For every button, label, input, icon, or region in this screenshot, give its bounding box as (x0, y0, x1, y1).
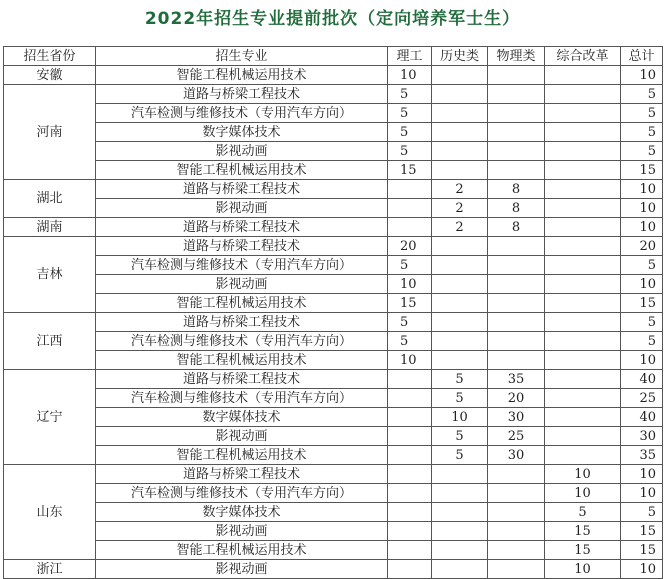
comprehensive-cell: 15 (545, 522, 621, 541)
page-title: 2022年招生专业提前批次（定向培养军士生） (144, 9, 521, 29)
like-cell: 5 (388, 85, 432, 104)
total-cell: 10 (621, 180, 663, 199)
table-row (4, 294, 663, 313)
province-cell: 浙江 (4, 560, 96, 579)
like-cell: 15 (388, 161, 432, 180)
comprehensive-cell (545, 180, 621, 199)
total-cell: 15 (621, 522, 663, 541)
table-row (4, 123, 663, 142)
like-cell: 10 (388, 275, 432, 294)
comprehensive-cell (545, 237, 621, 256)
physics-cell (488, 351, 545, 370)
total-cell: 15 (621, 541, 663, 560)
province-cell: 辽宁 (4, 370, 96, 465)
physics-cell (488, 522, 545, 541)
total-cell: 5 (621, 503, 663, 522)
major-cell: 汽车检测与维修技术（专用汽车方向） (96, 256, 388, 275)
like-cell: 10 (388, 66, 432, 85)
history-cell (432, 85, 488, 104)
province-cell: 湖南 (4, 218, 96, 237)
comprehensive-cell (545, 389, 621, 408)
like-cell (388, 408, 432, 427)
table-row (4, 161, 663, 180)
major-cell: 智能工程机械运用技术 (96, 294, 388, 313)
table-row (4, 180, 663, 199)
comprehensive-cell (545, 332, 621, 351)
like-cell: 5 (388, 142, 432, 161)
comprehensive-cell (545, 123, 621, 142)
physics-cell (488, 541, 545, 560)
major-cell: 汽车检测与维修技术（专用汽车方向） (96, 104, 388, 123)
physics-cell (488, 161, 545, 180)
physics-cell (488, 104, 545, 123)
history-cell (432, 351, 488, 370)
history-cell (432, 123, 488, 142)
physics-cell (488, 332, 545, 351)
table-row (4, 408, 663, 427)
comprehensive-cell (545, 66, 621, 85)
physics-cell (488, 142, 545, 161)
header-comprehensive: 综合改革 (545, 47, 621, 66)
like-cell: 5 (388, 123, 432, 142)
comprehensive-cell (545, 85, 621, 104)
total-cell: 10 (621, 66, 663, 85)
history-cell: 5 (432, 370, 488, 389)
total-cell: 15 (621, 161, 663, 180)
like-cell (388, 199, 432, 218)
major-cell: 道路与桥梁工程技术 (96, 85, 388, 104)
like-cell: 15 (388, 294, 432, 313)
total-cell: 10 (621, 465, 663, 484)
total-cell: 5 (621, 313, 663, 332)
history-cell (432, 275, 488, 294)
table-row (4, 389, 663, 408)
comprehensive-cell (545, 351, 621, 370)
history-cell (432, 465, 488, 484)
physics-cell (488, 66, 545, 85)
physics-cell: 20 (488, 389, 545, 408)
comprehensive-cell: 15 (545, 541, 621, 560)
physics-cell: 30 (488, 408, 545, 427)
like-cell: 5 (388, 104, 432, 123)
history-cell (432, 142, 488, 161)
province-cell: 安徽 (4, 66, 96, 85)
physics-cell (488, 275, 545, 294)
major-cell: 影视动画 (96, 522, 388, 541)
comprehensive-cell (545, 218, 621, 237)
major-cell: 智能工程机械运用技术 (96, 351, 388, 370)
major-cell: 影视动画 (96, 427, 388, 446)
header-total: 总计 (621, 47, 663, 66)
table-row (4, 256, 663, 275)
table-row (4, 199, 663, 218)
major-cell: 影视动画 (96, 142, 388, 161)
total-cell: 20 (621, 237, 663, 256)
physics-cell (488, 294, 545, 313)
table-row (4, 332, 663, 351)
comprehensive-cell: 10 (545, 484, 621, 503)
table-row (4, 465, 663, 484)
history-cell: 5 (432, 446, 488, 465)
major-cell: 数字媒体技术 (96, 503, 388, 522)
history-cell (432, 66, 488, 85)
header-major: 招生专业 (96, 47, 388, 66)
physics-cell (488, 237, 545, 256)
like-cell: 20 (388, 237, 432, 256)
table-row (4, 541, 663, 560)
major-cell: 数字媒体技术 (96, 408, 388, 427)
major-cell: 汽车检测与维修技术（专用汽车方向） (96, 389, 388, 408)
history-cell (432, 503, 488, 522)
comprehensive-cell (545, 408, 621, 427)
like-cell (388, 503, 432, 522)
like-cell (388, 522, 432, 541)
physics-cell (488, 465, 545, 484)
table-row (4, 104, 663, 123)
history-cell (432, 256, 488, 275)
physics-cell (488, 256, 545, 275)
like-cell (388, 465, 432, 484)
total-cell: 10 (621, 218, 663, 237)
major-cell: 智能工程机械运用技术 (96, 541, 388, 560)
history-cell: 5 (432, 389, 488, 408)
comprehensive-cell: 10 (545, 560, 621, 579)
history-cell (432, 522, 488, 541)
comprehensive-cell (545, 161, 621, 180)
history-cell (432, 294, 488, 313)
major-cell: 智能工程机械运用技术 (96, 161, 388, 180)
physics-cell: 8 (488, 218, 545, 237)
comprehensive-cell (545, 256, 621, 275)
total-cell: 5 (621, 104, 663, 123)
like-cell (388, 427, 432, 446)
major-cell: 道路与桥梁工程技术 (96, 313, 388, 332)
history-cell (432, 541, 488, 560)
header-province: 招生省份 (4, 47, 96, 66)
like-cell: 5 (388, 332, 432, 351)
total-cell: 35 (621, 446, 663, 465)
total-cell: 5 (621, 85, 663, 104)
like-cell (388, 180, 432, 199)
table-row (4, 237, 663, 256)
total-cell: 40 (621, 408, 663, 427)
physics-cell: 25 (488, 427, 545, 446)
major-cell: 道路与桥梁工程技术 (96, 465, 388, 484)
history-cell: 2 (432, 218, 488, 237)
major-cell: 汽车检测与维修技术（专用汽车方向） (96, 332, 388, 351)
table-row (4, 66, 663, 85)
total-cell: 5 (621, 256, 663, 275)
major-cell: 道路与桥梁工程技术 (96, 370, 388, 389)
major-cell: 影视动画 (96, 275, 388, 294)
table-body (4, 66, 663, 579)
history-cell: 2 (432, 180, 488, 199)
province-cell: 江西 (4, 313, 96, 370)
total-cell: 10 (621, 560, 663, 579)
like-cell (388, 370, 432, 389)
total-cell: 5 (621, 142, 663, 161)
major-cell: 汽车检测与维修技术（专用汽车方向） (96, 484, 388, 503)
like-cell: 5 (388, 313, 432, 332)
total-cell: 40 (621, 370, 663, 389)
table-row (4, 427, 663, 446)
like-cell (388, 389, 432, 408)
history-cell: 10 (432, 408, 488, 427)
major-cell: 智能工程机械运用技术 (96, 66, 388, 85)
history-cell (432, 332, 488, 351)
like-cell (388, 541, 432, 560)
comprehensive-cell: 10 (545, 465, 621, 484)
physics-cell (488, 313, 545, 332)
comprehensive-cell (545, 370, 621, 389)
header-row (4, 47, 663, 66)
like-cell (388, 484, 432, 503)
province-cell: 湖北 (4, 180, 96, 218)
physics-cell (488, 123, 545, 142)
history-cell: 5 (432, 427, 488, 446)
major-cell: 道路与桥梁工程技术 (96, 237, 388, 256)
history-cell: 2 (432, 199, 488, 218)
comprehensive-cell (545, 199, 621, 218)
total-cell: 5 (621, 123, 663, 142)
province-cell: 山东 (4, 465, 96, 560)
major-cell: 智能工程机械运用技术 (96, 446, 388, 465)
province-cell: 河南 (4, 85, 96, 180)
header-like: 理工 (388, 47, 432, 66)
table-row (4, 313, 663, 332)
major-cell: 道路与桥梁工程技术 (96, 218, 388, 237)
history-cell (432, 237, 488, 256)
province-cell: 吉林 (4, 237, 96, 313)
major-cell: 影视动画 (96, 199, 388, 218)
table-row (4, 275, 663, 294)
table-row (4, 370, 663, 389)
physics-cell (488, 484, 545, 503)
history-cell (432, 161, 488, 180)
like-cell (388, 446, 432, 465)
like-cell: 10 (388, 351, 432, 370)
comprehensive-cell: 5 (545, 503, 621, 522)
header-history: 历史类 (432, 47, 488, 66)
comprehensive-cell (545, 104, 621, 123)
major-cell: 道路与桥梁工程技术 (96, 180, 388, 199)
total-cell: 15 (621, 294, 663, 313)
table-row (4, 503, 663, 522)
comprehensive-cell (545, 446, 621, 465)
like-cell (388, 218, 432, 237)
history-cell (432, 484, 488, 503)
history-cell (432, 104, 488, 123)
physics-cell (488, 503, 545, 522)
comprehensive-cell (545, 313, 621, 332)
table-row (4, 142, 663, 161)
table-row (4, 85, 663, 104)
total-cell: 10 (621, 351, 663, 370)
total-cell: 30 (621, 427, 663, 446)
like-cell: 5 (388, 256, 432, 275)
physics-cell (488, 85, 545, 104)
total-cell: 5 (621, 332, 663, 351)
comprehensive-cell (545, 294, 621, 313)
comprehensive-cell (545, 427, 621, 446)
admissions-table (3, 46, 663, 579)
table-row (4, 218, 663, 237)
header-physics: 物理类 (488, 47, 545, 66)
table-row (4, 522, 663, 541)
total-cell: 10 (621, 275, 663, 294)
total-cell: 25 (621, 389, 663, 408)
major-cell: 数字媒体技术 (96, 123, 388, 142)
physics-cell: 30 (488, 446, 545, 465)
physics-cell: 8 (488, 180, 545, 199)
total-cell: 10 (621, 484, 663, 503)
table-row (4, 446, 663, 465)
history-cell (432, 313, 488, 332)
table-row (4, 484, 663, 503)
total-cell: 10 (621, 199, 663, 218)
physics-cell: 8 (488, 199, 545, 218)
table-row (4, 351, 663, 370)
comprehensive-cell (545, 275, 621, 294)
physics-cell: 35 (488, 370, 545, 389)
major-cell: 影视动画 (96, 560, 388, 579)
comprehensive-cell (545, 142, 621, 161)
